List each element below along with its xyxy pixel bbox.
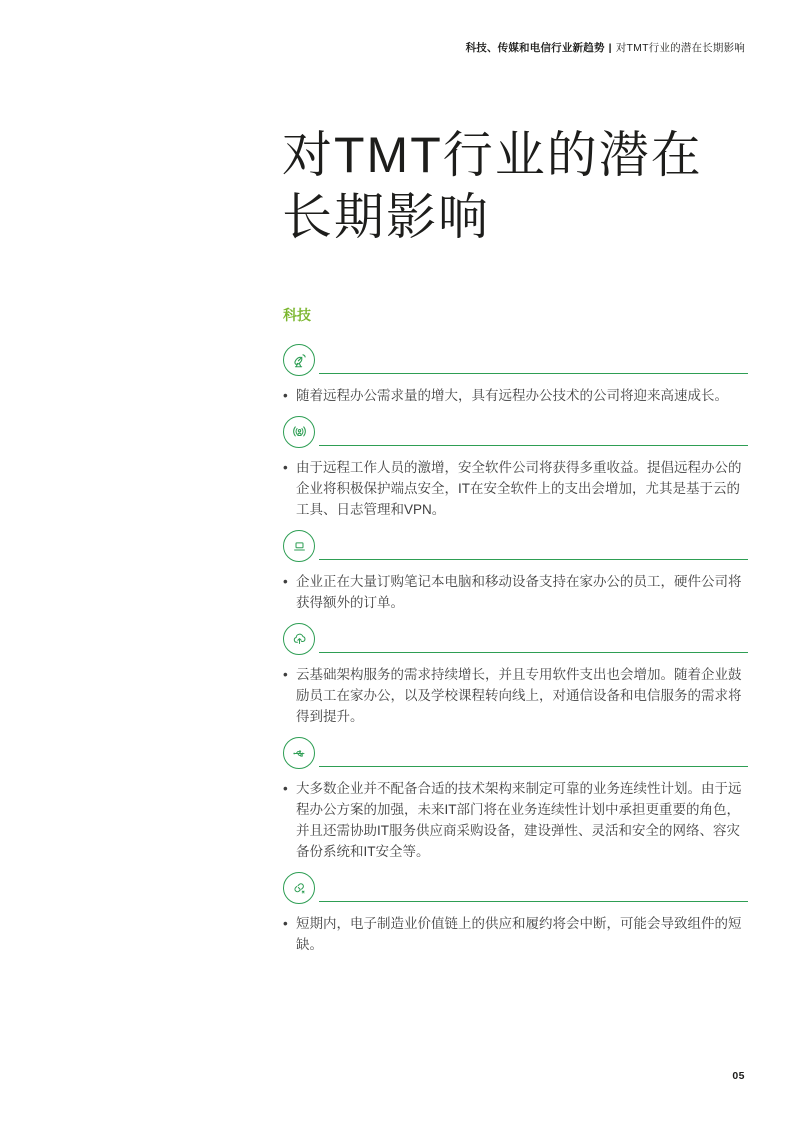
bullet-text: 由于远程工作人员的激增，安全软件公司将获得多重收益。提倡远程办公的企业将积极保护端点安全，IT在安全软件上的支出会增加，尤其是基于云的工具、日志管理和VPN。 — [296, 460, 742, 517]
bullet-text: 随着远程办公需求量的增大，具有远程办公技术的公司将迎来高速成长。 — [296, 388, 728, 403]
topic-section — [283, 872, 748, 955]
icon-row — [283, 416, 748, 448]
running-header — [466, 40, 745, 55]
page-title-line-1: 对TMT行业的潜在 — [282, 127, 703, 183]
icon-row — [283, 623, 748, 655]
bullet-text: 企业正在大量订购笔记本电脑和移动设备支持在家办公的员工，硬件公司将获得额外的订单。 — [296, 574, 742, 610]
header-section-label: 科技、传媒和电信行业新趋势 — [465, 42, 605, 54]
category-label: 科技 — [283, 307, 311, 323]
bullet-item — [283, 457, 748, 520]
page-title-line-2: 长期影响 — [282, 189, 490, 245]
bullet-item — [283, 385, 748, 406]
header-chapter-label: 对TMT行业的潜在长期影响 — [615, 42, 745, 54]
topic-section — [283, 344, 748, 406]
topic-section — [283, 530, 748, 613]
bullet-text: 云基础架构服务的需求持续增长，并且专用软件支出也会增加。随着企业鼓励员工在家办公，以及学校课程转向线上，对通信设备和电信服务的需求将得到提升。 — [296, 667, 742, 724]
bullet-item — [283, 571, 748, 613]
page-number: 05 — [732, 1070, 745, 1082]
divider-line — [319, 766, 748, 767]
satellite-dish-icon — [283, 344, 315, 376]
divider-line — [319, 445, 748, 446]
bullet-text: 短期内，电子制造业价值链上的供应和履约将会中断，可能会导致组件的短缺。 — [296, 916, 742, 952]
bullet-sections — [283, 344, 748, 965]
topic-section — [283, 416, 748, 520]
icon-row — [283, 344, 748, 376]
broken-link-icon — [283, 872, 315, 904]
icon-row — [283, 737, 748, 769]
icon-row — [283, 872, 748, 904]
icon-row — [283, 530, 748, 562]
bullet-item — [283, 913, 748, 955]
usb-icon — [283, 737, 315, 769]
laptop-icon — [283, 530, 315, 562]
divider-line — [319, 652, 748, 653]
cloud-upload-icon — [283, 623, 315, 655]
page-title — [282, 124, 762, 248]
topic-section — [283, 737, 748, 862]
bullet-text: 大多数企业并不配备合适的技术架构来制定可靠的业务连续性计划。由于远程办公方案的加强，未来IT部门将在业务连续性计划中承担更重要的角色，并且还需协助IT服务供应商采购设备，建设弹性、灵活和安全的网络、容灾备份系统和IT安全等。 — [296, 781, 742, 859]
bullet-item — [283, 664, 748, 727]
divider-line — [319, 373, 748, 374]
topic-section — [283, 623, 748, 727]
header-separator: | — [608, 42, 612, 54]
broadcast-icon — [283, 416, 315, 448]
divider-line — [319, 559, 748, 560]
bullet-item — [283, 778, 748, 862]
divider-line — [319, 901, 748, 902]
